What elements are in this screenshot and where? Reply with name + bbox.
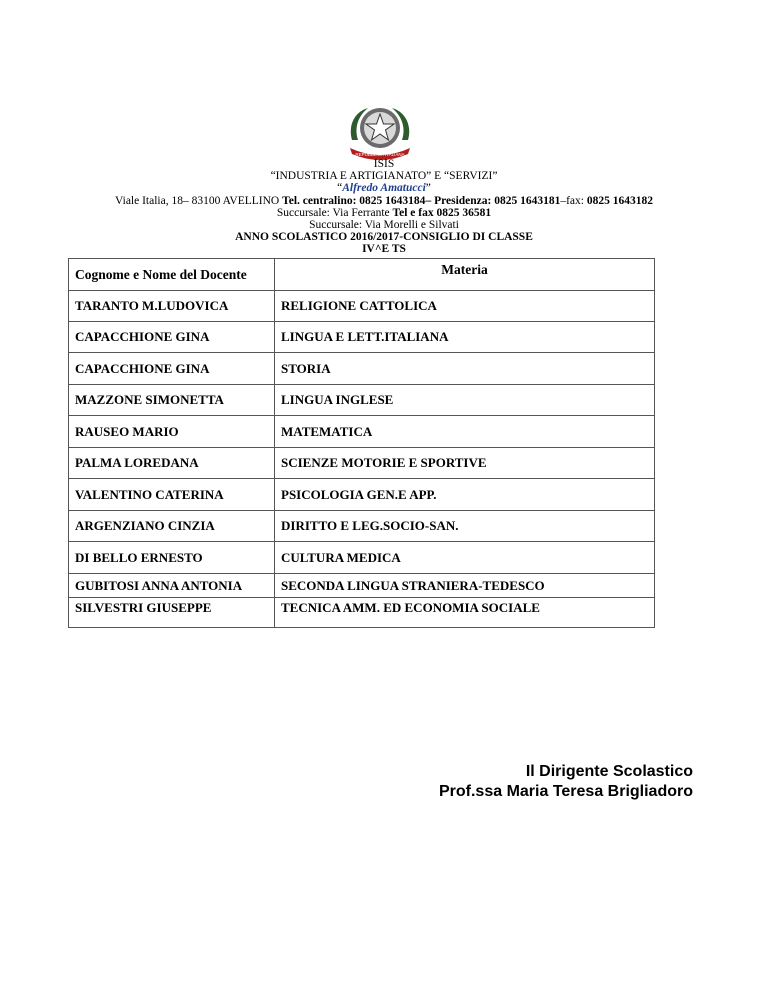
teacher-name: CAPACCHIONE GINA — [69, 322, 275, 353]
table-row — [69, 322, 655, 353]
teachers-table — [68, 258, 655, 628]
teacher-name: MAZZONE SIMONETTA — [69, 385, 275, 416]
subject: PSICOLOGIA GEN.E APP. — [275, 479, 655, 511]
table-row — [69, 353, 655, 385]
table-row — [69, 598, 655, 628]
signature-title: Il Dirigente Scolastico — [525, 763, 693, 780]
institute-sectors: “INDUSTRIA E ARTIGIANATO” E “SERVIZI” — [270, 170, 498, 183]
phone-presidency: – Presidenza: 0825 1643181 — [425, 194, 561, 207]
subject: DIRITTO E LEG.SOCIO-SAN. — [275, 511, 655, 542]
table-row — [69, 416, 655, 448]
subject: SCIENZE MOTORIE E SPORTIVE — [275, 448, 655, 479]
school-header — [0, 158, 768, 256]
italian-republic-emblem-icon — [340, 104, 420, 164]
teacher-name: DI BELLO ERNESTO — [69, 542, 275, 574]
teacher-name: GUBITOSI ANNA ANTONIA — [69, 574, 275, 598]
teacher-name: PALMA LOREDANA — [69, 448, 275, 479]
fax-label: –fax: — [560, 194, 587, 207]
subject: RELIGIONE CATTOLICA — [275, 291, 655, 322]
table-row — [69, 479, 655, 511]
header-teacher: Cognome e Nome del Docente — [69, 259, 275, 291]
school-name-line: “Alfredo Amatucci” — [337, 182, 431, 195]
subject: SECONDA LINGUA STRANIERA-TEDESCO — [275, 574, 655, 598]
subject: CULTURA MEDICA — [275, 542, 655, 574]
header-subject: Materia — [275, 259, 655, 291]
subject: MATEMATICA — [275, 416, 655, 448]
school-year: ANNO SCOLASTICO 2016/2017-CONSIGLIO DI CLASSE — [235, 231, 533, 244]
teacher-name: CAPACCHIONE GINA — [69, 353, 275, 385]
subject: STORIA — [275, 353, 655, 385]
teacher-name: TARANTO M.LUDOVICA — [69, 291, 275, 322]
contact-line — [0, 195, 768, 207]
teacher-name: VALENTINO CATERINA — [69, 479, 275, 511]
subject: TECNICA AMM. ED ECONOMIA SOCIALE — [275, 598, 655, 628]
branch1-address: Succursale: Via Ferrante — [276, 206, 393, 219]
table-row — [69, 448, 655, 479]
branch-morelli: Succursale: Via Morelli e Silvati — [309, 219, 459, 232]
branch-ferrante — [0, 207, 768, 219]
subject: LINGUA INGLESE — [275, 385, 655, 416]
class-name: IV^E TS — [362, 243, 406, 256]
table-row — [69, 385, 655, 416]
table-row — [69, 511, 655, 542]
svg-text:REPUBBLICA ITALIANA: REPUBBLICA ITALIANA — [355, 152, 405, 157]
school-name: Alfredo Amatucci — [342, 182, 426, 195]
signature-name: Prof.ssa Maria Teresa Brigliadoro — [438, 783, 693, 800]
teacher-name: SILVESTRI GIUSEPPE — [69, 598, 275, 628]
teacher-name: ARGENZIANO CINZIA — [69, 511, 275, 542]
phone-central: Tel. centralino: 0825 1643184 — [282, 194, 426, 207]
fax-number: 0825 1643182 — [586, 194, 653, 207]
signature-block — [439, 762, 693, 802]
table-row — [69, 542, 655, 574]
teacher-name: RAUSEO MARIO — [69, 416, 275, 448]
institute-type: ISIS — [373, 158, 395, 170]
address: Viale Italia, 18– 83100 AVELLINO — [115, 194, 283, 207]
subject: LINGUA E LETT.ITALIANA — [275, 322, 655, 353]
table-header-row — [69, 259, 655, 291]
table-row — [69, 574, 655, 598]
table-row — [69, 291, 655, 322]
branch1-contact: Tel e fax 0825 36581 — [392, 206, 492, 219]
